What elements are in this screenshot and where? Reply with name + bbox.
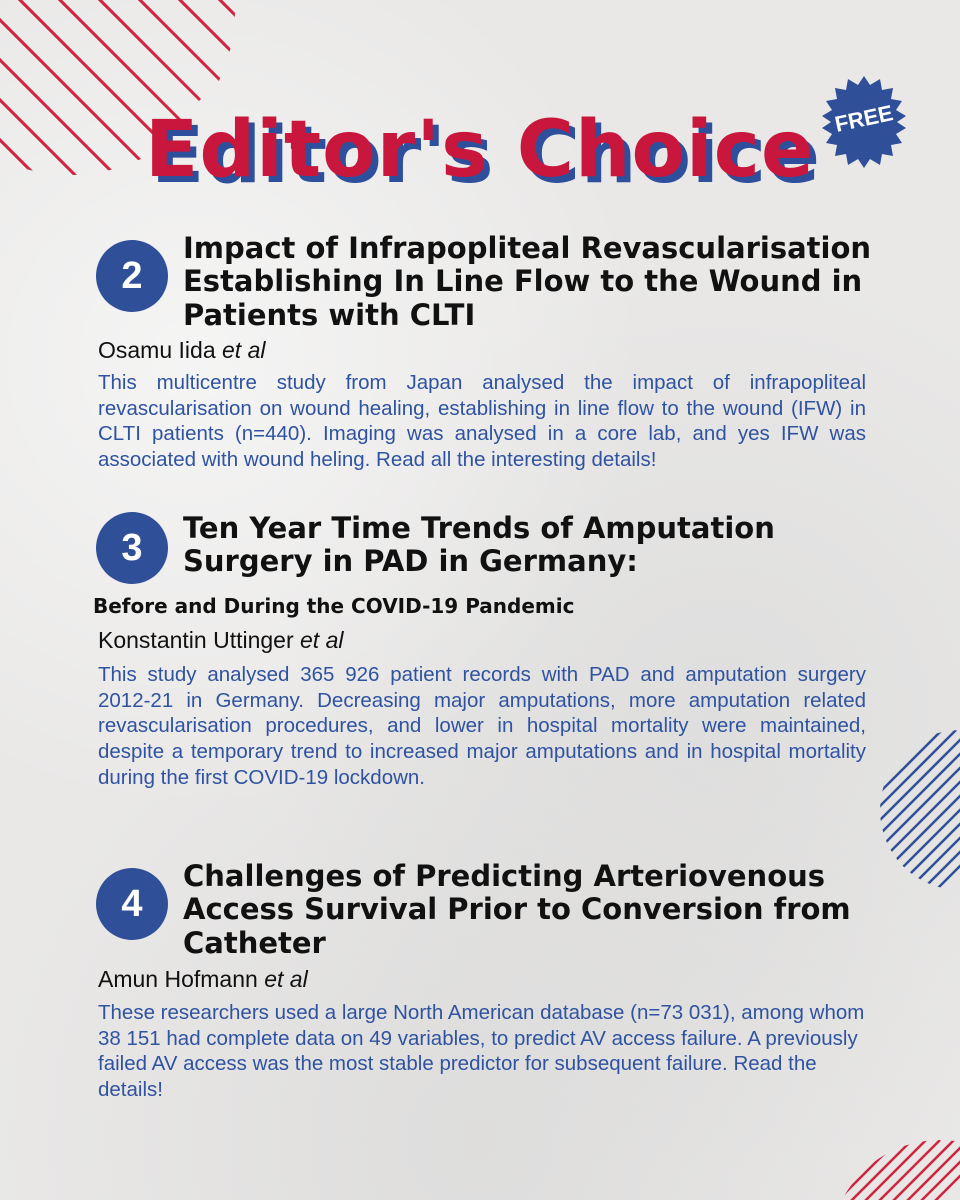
article-subtitle: Before and During the COVID-19 Pandemic: [93, 594, 575, 618]
author-suffix: et al: [222, 337, 266, 363]
article-summary: These researchers used a large North American database (n=73 031), among whom 38 151 had complete data on 49 variables, to predict AV access failure. A previously failed AV access was the most stable predictor for subsequent failure. Read the details!: [98, 1001, 865, 1101]
article-author: [98, 627, 344, 654]
author-name: Konstantin Uttinger: [98, 627, 294, 653]
free-badge: [818, 76, 910, 168]
decorative-stripes-right: [850, 730, 960, 890]
author-name: Osamu Iida: [98, 337, 216, 363]
article-title: Ten Year Time Trends of Amputation Surgery in PAD in Germany:: [183, 511, 775, 579]
author-suffix: et al: [300, 627, 344, 653]
article-author: [98, 337, 265, 364]
article-number-badge: 4: [96, 868, 168, 940]
page-title: Editor's Choice: [145, 105, 815, 195]
article-number-badge: 2: [96, 240, 168, 312]
badge-label: FREE: [832, 100, 896, 137]
author-suffix: et al: [264, 966, 308, 992]
article-summary: This study analysed 365 926 patient records with PAD and amputation surgery 2012-21 in Germany. Decreasing major amputations, more amputation related revascularisation procedures, and lower in hospital mortality were maintained, despite a temporary trend to increased major amputations and in hospital mortality during the first COVID-19 lockdown.: [98, 663, 866, 789]
decorative-stripes-bottom-right: [790, 1140, 960, 1200]
article-title: Challenges of Predicting Arteriovenous Access Survival Prior to Conversion from Catheter: [183, 859, 851, 960]
article-title: Impact of Infrapopliteal Revascularisation Establishing In Line Flow to the Wound in Patients with CLTI: [183, 231, 872, 332]
article-number-badge: 3: [96, 512, 168, 584]
article-summary: This multicentre study from Japan analysed the impact of infrapopliteal revascularisation on wound healing, establishing in line flow to the wound (IFW) in CLTI patients (n=440). Imaging was analysed in a core lab, and yes IFW was associated with wound heling. Read all the interesting details!: [98, 371, 866, 471]
author-name: Amun Hofmann: [98, 966, 258, 992]
article-author: [98, 966, 308, 993]
